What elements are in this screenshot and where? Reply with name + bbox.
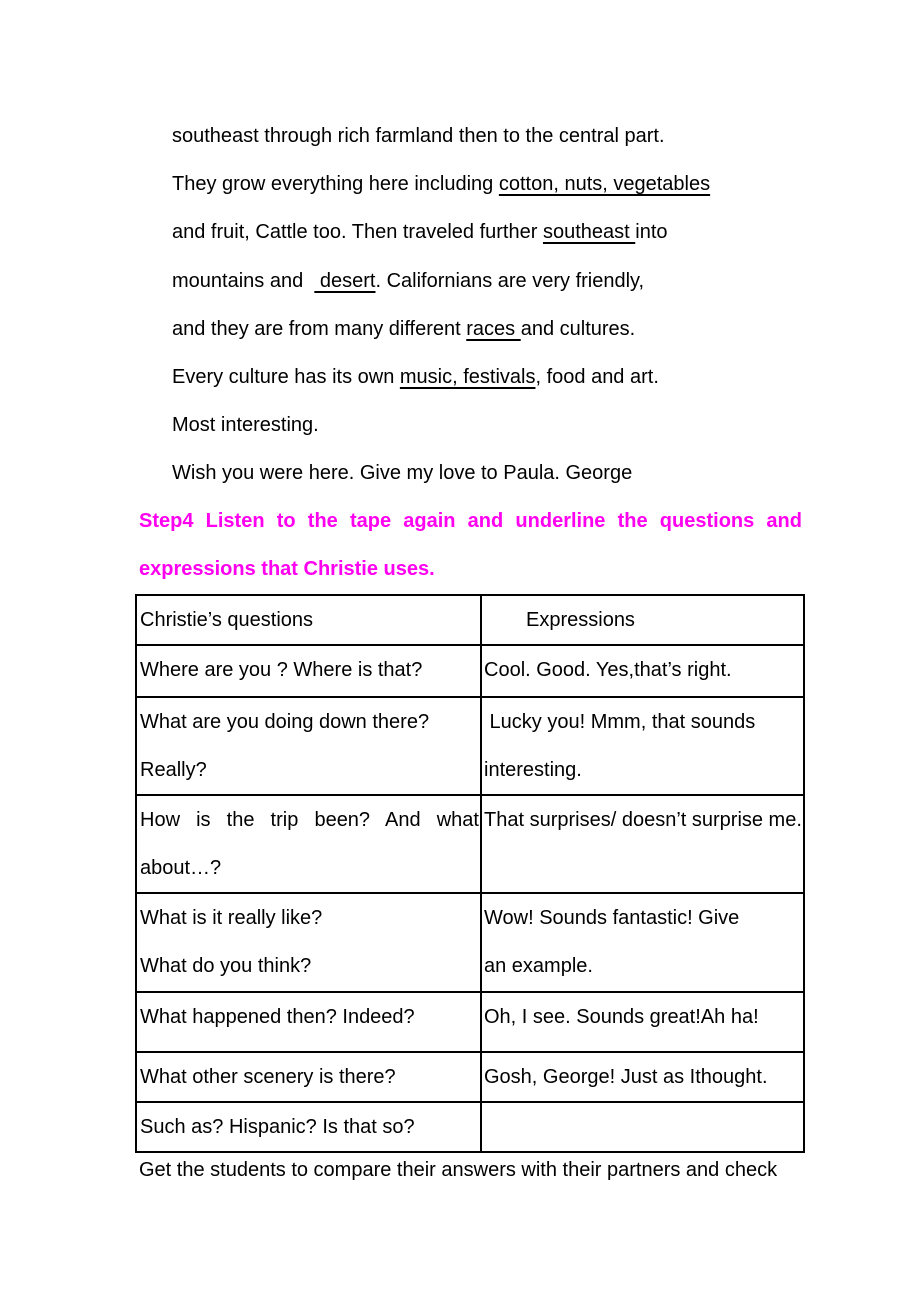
question-cell-line: about…?: [140, 857, 222, 879]
paragraph-text: Every culture has its own: [172, 366, 400, 389]
question-cell-line: What other scenery is there?: [140, 1066, 396, 1088]
table-header-row: [136, 595, 804, 645]
table-row: [136, 697, 804, 795]
question-cell: [136, 1102, 481, 1152]
expression-cell: [481, 795, 804, 893]
table-header-expressions-label: Expressions: [526, 609, 635, 631]
expression-cell: [481, 1102, 804, 1152]
question-cell-line: What happened then? Indeed?: [140, 1006, 415, 1028]
table-row: [136, 992, 804, 1052]
paragraph-text: . Californians are very friendly,: [375, 269, 645, 292]
question-cell: [136, 697, 481, 795]
step4-heading-line2: expressions that Christie uses.: [139, 558, 435, 580]
table-body: [136, 645, 804, 1152]
blank-underlined-text: desert: [314, 269, 376, 292]
question-cell: [136, 992, 481, 1052]
question-cell-line: Such as? Hispanic? Is that so?: [140, 1116, 415, 1138]
expression-cell-line: That surprises/ doesn’t surprise me.: [484, 809, 802, 831]
paragraph-text: and fruit, Cattle too. Then traveled further: [172, 221, 543, 244]
paragraph-text: and cultures.: [520, 317, 636, 340]
table-row: [136, 1102, 804, 1152]
question-cell: [136, 795, 481, 893]
expression-cell-line: Oh, I see. Sounds great!Ah ha!: [484, 1006, 759, 1028]
expression-cell-line: Gosh, George! Just as Ithought.: [484, 1066, 768, 1088]
step4-heading-line1: Step4 Listen to the tape again and underline the questions and: [139, 510, 802, 532]
table-row: [136, 893, 804, 992]
paragraph-line: [172, 160, 792, 208]
paragraph-text: Wish you were here. Give my love to Paula. George: [172, 462, 633, 485]
paragraph-line: [172, 353, 792, 401]
paragraph-line: [172, 401, 792, 449]
table-row: [136, 795, 804, 893]
blank-underlined-text: cotton, nuts, vegetables: [498, 173, 711, 196]
question-cell-line: How is the trip been? And what: [140, 809, 479, 831]
question-cell-line: What do you think?: [140, 955, 312, 977]
question-cell-line: Really?: [140, 759, 207, 781]
table-header-expressions: [481, 595, 804, 645]
question-cell-line: Where are you ? Where is that?: [140, 659, 423, 681]
questions-expressions-table: [135, 594, 805, 1153]
table-row: [136, 645, 804, 697]
paragraph-text: mountains and: [172, 269, 315, 292]
question-cell: [136, 645, 481, 697]
expression-cell-line: Wow! Sounds fantastic! Give: [484, 907, 740, 929]
question-cell: [136, 893, 481, 992]
expression-cell: [481, 992, 804, 1052]
paragraph-line: [172, 112, 792, 160]
question-cell-line: What is it really like?: [140, 907, 323, 929]
paragraph-text: and they are from many different: [172, 317, 467, 340]
blank-underlined-text: music, festivals: [399, 366, 536, 389]
step4-heading: [139, 497, 802, 593]
paragraph-text: into: [635, 221, 668, 244]
question-cell-line: What are you doing down there?: [140, 711, 430, 733]
paragraph-text: They grow everything here including: [172, 173, 499, 196]
expression-cell: [481, 645, 804, 697]
paragraph-line: [172, 208, 792, 256]
expression-cell-line: an example.: [484, 955, 593, 977]
paragraph-text: Most interesting.: [172, 414, 319, 437]
paragraph-text: southeast through rich farmland then to the central part.: [172, 125, 665, 147]
expression-cell-line: interesting.: [484, 759, 582, 781]
footer-note: Get the students to compare their answers with their partners and check: [139, 1159, 778, 1181]
table-header-questions-label: Christie’s questions: [140, 609, 314, 631]
blank-underlined-text: races: [466, 317, 521, 340]
blank-underlined-text: southeast: [542, 221, 636, 244]
expression-cell: [481, 893, 804, 992]
expression-cell: [481, 1052, 804, 1102]
paragraph-line: [172, 449, 792, 497]
paragraph-text: , food and art.: [535, 366, 659, 389]
question-cell: [136, 1052, 481, 1102]
expression-cell-line: Lucky you! Mmm, that sounds: [484, 711, 756, 733]
table-row: [136, 1052, 804, 1102]
letter-body-paragraph: [172, 112, 792, 498]
paragraph-line: [172, 257, 792, 305]
table-header-questions: [136, 595, 481, 645]
expression-cell: [481, 697, 804, 795]
paragraph-line: [172, 305, 792, 353]
expression-cell-line: Cool. Good. Yes,that’s right.: [484, 659, 732, 681]
